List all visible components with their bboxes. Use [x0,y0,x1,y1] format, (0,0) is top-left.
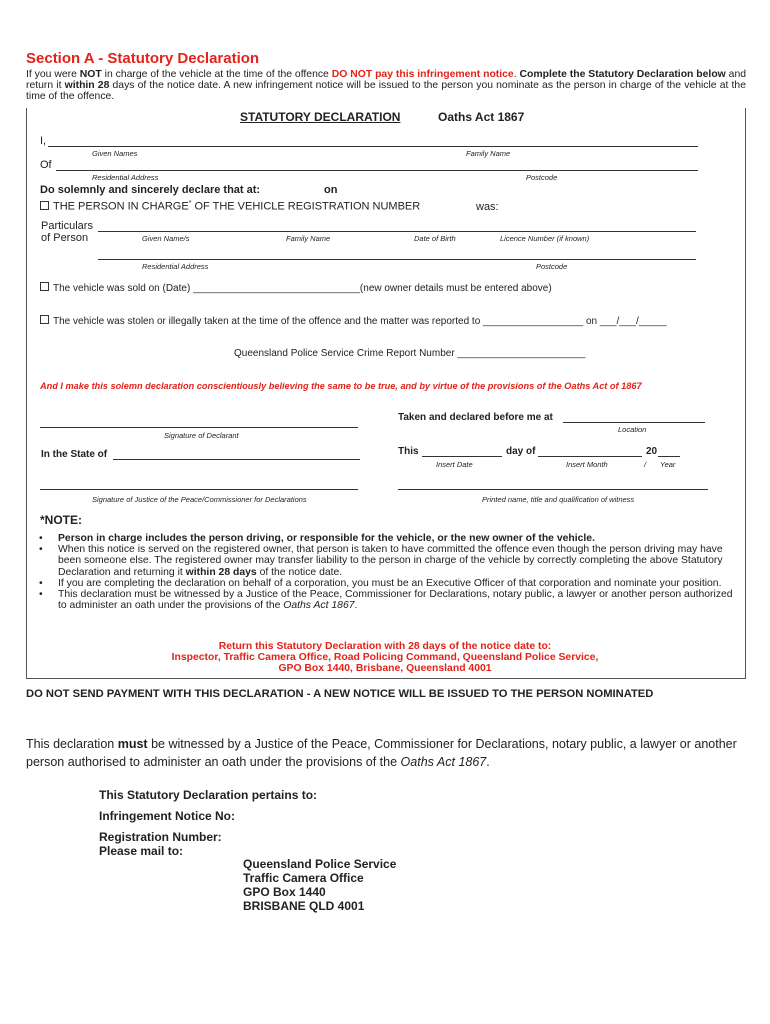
residential-address-caption: Residential Address [92,173,159,182]
solemn-statement: And I make this solemn declaration conscientiously believing the same to be true, and by virtue of the provisions of the Oaths Act of 1867 [40,381,642,391]
of-label: Of [40,159,52,171]
list-item: • When this notice is served on the registered owner, that person is taken to have committed the offence even though the person driving may have been someone else. The registered owner may transfer liability to the person in charge of the vehicle by correctly completing the above Statutory Declaration and returning it within 28 days of the notice date. [36,544,740,578]
return-instructions: Return this Statutory Declaration with 28 days of the notice date to: Inspector, Traffic Camera Office, Road Policing Command, Queensland Police Service, GPO Box 1440, Brisbane, Queensland 4001 [171,641,599,674]
pertains-title: This Statutory Declaration pertains to: [99,788,318,802]
day-field[interactable] [422,456,502,457]
state-field[interactable] [113,459,360,460]
section-title: Section A - Statutory Declaration [26,50,260,67]
declaration-heading: STATUTORY DECLARATION [240,110,401,124]
location-caption: Location [618,425,647,434]
given-names-field[interactable] [48,146,698,147]
intro-text: If you were NOT in charge of the vehicle at the time of the offence DO NOT pay this infringement notice. Complete the Statutory Declaration below and return it within 28 days of the notice date. A new infringement notice will be issued to the person you nominate as the person in charge of the vehicle at the time of the offence. [26,69,746,102]
stolen-option[interactable]: The vehicle was stolen or illegally taken at the time of the offence and the matter was reported to __________________ on ___/___/_____ [40,315,667,327]
year-field[interactable] [658,456,680,457]
mailing-address: Queensland Police Service Traffic Camera Office GPO Box 1440 BRISBANE QLD 4001 [243,857,397,913]
particulars-address-field[interactable] [98,259,696,260]
infringement-label: Infringement Notice No: [99,809,236,823]
notes-list [36,533,740,611]
day-of-label: day of [506,446,536,457]
signature-declarant-caption: Signature of Declarant [164,431,239,440]
month-field[interactable] [538,456,642,457]
given-names-s-caption: Given Name/s [142,234,190,243]
i-label: I, [40,135,47,147]
address-field[interactable] [56,170,698,171]
oaths-act-heading: Oaths Act 1867 [438,110,525,124]
family-name-caption-2: Family Name [286,234,331,243]
on-label: on [324,184,338,196]
signature-jp-caption: Signature of Justice of the Peace/Commissioner for Declarations [92,495,307,504]
given-names-caption: Given Names [92,149,138,158]
checkbox-icon[interactable] [40,282,49,291]
declarant-signature-field[interactable] [40,427,358,428]
taken-declared-label: Taken and declared before me at [398,412,553,423]
family-name-caption: Family Name [466,149,511,158]
postcode-caption: Postcode [526,173,558,182]
this-label: This [398,446,419,457]
checkbox-icon[interactable] [40,201,49,210]
person-in-charge-option[interactable]: THE PERSON IN CHARGE* OF THE VEHICLE REGISTRATION NUMBER [40,200,420,213]
dob-caption: Date of Birth [414,234,456,243]
payment-warning: DO NOT SEND PAYMENT WITH THIS DECLARATION - A NEW NOTICE WILL BE ISSUED TO THE PERSON NOMINATED [26,688,654,700]
note-heading: *NOTE: [40,513,82,527]
insert-date-caption: Insert Date [436,460,473,469]
sold-option[interactable]: The vehicle was sold on (Date) ______________________________(new owner details must be entered above) [40,282,552,294]
licence-caption: Licence Number (if known) [500,234,590,243]
insert-month-caption: Insert Month [566,460,608,469]
particulars-field[interactable] [98,231,696,232]
witness-name-field[interactable] [398,489,708,490]
list-item: • Person in charge includes the person driving, or responsible for the vehicle, or the new owner of the vehicle. [36,533,740,544]
solemnly-declare-text: Do solemnly and sincerely declare that at: [40,184,261,196]
crime-report-field[interactable]: Queensland Police Service Crime Report Number _______________________ [234,348,586,359]
slash-caption: / [644,460,647,469]
registration-label: Registration Number: [99,830,222,844]
particulars-label: Particulars of Person [41,220,93,244]
residential-address-caption-2: Residential Address [142,262,209,271]
witness-statement: This declaration must be witnessed by a Justice of the Peace, Commissioner for Declarations, notary public, a lawyer or another person authorised to administer an oath under the provisions of the Oaths Act 1867. [26,737,737,769]
list-item: • If you are completing the declaration on behalf of a corporation, you must be an Executive Officer of that corporation and nominate your position. [36,578,740,589]
postcode-caption-2: Postcode [536,262,568,271]
jp-signature-field[interactable] [40,489,358,490]
printed-name-caption: Printed name, title and qualification of witness [482,495,635,504]
year-caption: Year [660,460,676,469]
mail-label: Please mail to: [99,844,184,858]
list-item: • This declaration must be witnessed by a Justice of the Peace, Commissioner for Declarations, notary public, a lawyer or another person authorized to administer an oath under the provisions of the Oaths Act 1867. [36,589,740,611]
location-field[interactable] [563,422,705,423]
was-label: was: [476,201,499,213]
in-state-label: In the State of [41,449,108,460]
checkbox-icon[interactable] [40,315,49,324]
twenty-label: 20 [646,446,658,457]
